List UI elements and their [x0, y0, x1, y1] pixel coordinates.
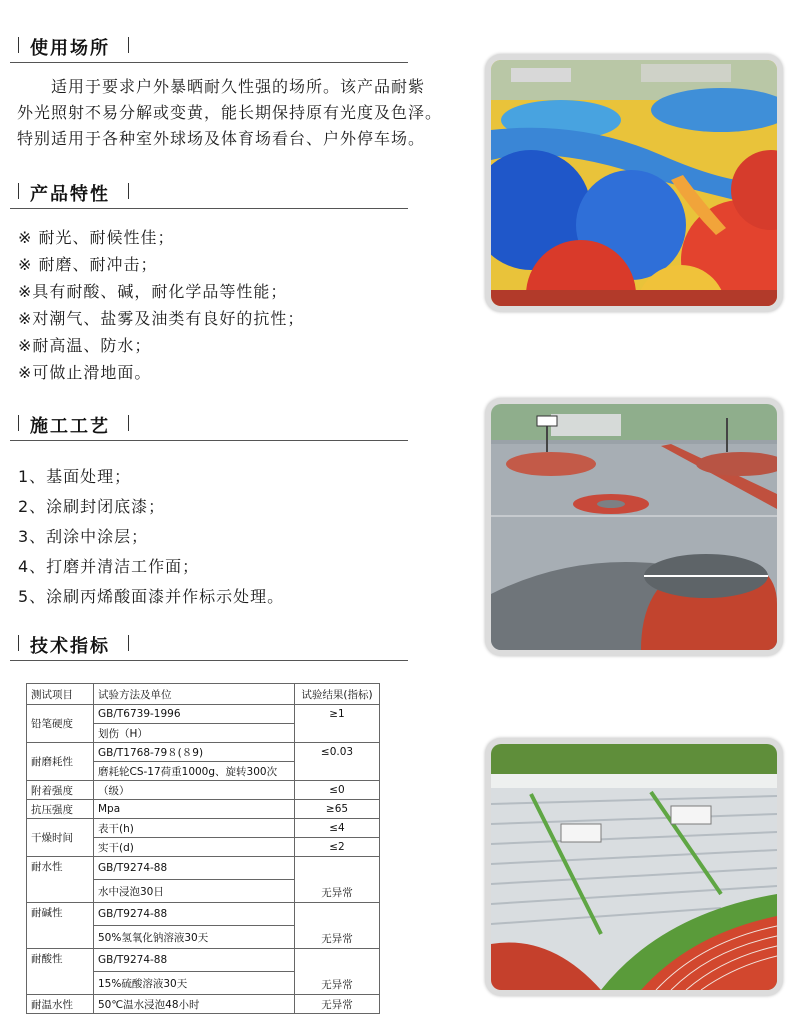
table-cell-item: 抗压强度: [27, 800, 94, 819]
table-cell-method: GB/T9274-88: [94, 857, 295, 880]
stadium-stands-photo: [485, 738, 783, 996]
table-cell-method: Mpa: [94, 800, 295, 819]
list-item: 3、刮涂中涂层；: [18, 527, 149, 546]
table-row: [27, 705, 380, 724]
basketball-court-photo: [485, 398, 783, 656]
table-cell-result: 无异常: [295, 903, 380, 949]
section-header-specs: [10, 630, 408, 661]
table-cell-item: 耐碱性: [27, 903, 94, 949]
section-header-process: [10, 410, 408, 441]
table-cell-method: GB/T9274-88: [94, 949, 295, 972]
list-item: 4、打磨并清洁工作面；: [18, 557, 200, 576]
table-row: [27, 949, 380, 972]
table-cell-result: ≤0: [295, 781, 380, 800]
table-cell-method: 50%氢氧化钠溶液30天: [94, 926, 295, 949]
table-cell-item: 耐磨耗性: [27, 743, 94, 781]
table-row: [27, 819, 380, 838]
table-row: [27, 995, 380, 1014]
section-title-specs: 技术指标: [30, 636, 110, 657]
header-bar-left: [18, 37, 19, 53]
table-cell-item: 干燥时间: [27, 819, 94, 857]
usage-line: 特别适用于各种室外球场及体育场看台、户外停车场。: [17, 129, 426, 148]
header-bar-right: [128, 37, 129, 53]
list-item: ※ 耐磨、耐冲击；: [18, 255, 158, 274]
usage-paragraph: [17, 74, 457, 152]
table-cell-method: 15%硫酸溶液30天: [94, 972, 295, 995]
table-cell-result: 无异常: [295, 949, 380, 995]
list-item: ※具有耐酸、碱，耐化学品等性能；: [18, 282, 288, 301]
table-cell-method: GB/T6739-1996: [94, 705, 295, 724]
list-item: ※耐高温、防水；: [18, 336, 152, 355]
list-item: 2、涂刷封闭底漆；: [18, 497, 166, 516]
table-cell-result: ≥65: [295, 800, 380, 819]
table-cell-method: 磨耗轮CS-17荷重1000g、旋转300次: [94, 762, 295, 781]
table-row: [27, 857, 380, 880]
header-bar-right: [128, 635, 129, 651]
table-cell-result: 无异常: [295, 995, 380, 1014]
list-item: 1、基面处理；: [18, 467, 132, 486]
table-cell-result: ≤2: [295, 838, 380, 857]
list-item: ※可做止滑地面。: [18, 363, 152, 382]
table-row: [27, 781, 380, 800]
table-cell-method: 50℃温水浸泡48小时: [94, 995, 295, 1014]
table-cell-result: ≤4: [295, 819, 380, 838]
table-row: [27, 903, 380, 926]
table-cell-item: 耐酸性: [27, 949, 94, 995]
usage-line: 外光照射不易分解或变黄，能长期保持原有光度及色泽。: [17, 103, 443, 122]
table-cell-result: ≥1: [295, 705, 380, 743]
table-row: [27, 743, 380, 762]
table-cell-method: 表干(h): [94, 819, 295, 838]
section-title-usage: 使用场所: [30, 38, 110, 59]
table-cell-result: ≤0.03: [295, 743, 380, 781]
table-cell-method: 水中浸泡30日: [94, 880, 295, 903]
header-bar-left: [18, 183, 19, 199]
table-row: [27, 800, 380, 819]
table-cell-item: 铅笔硬度: [27, 705, 94, 743]
table-cell-item: 耐温水性: [27, 995, 94, 1014]
section-header-features: [10, 178, 408, 209]
header-bar-right: [128, 415, 129, 431]
section-header-usage: [10, 32, 408, 63]
water-park-illustration: [491, 60, 777, 306]
table-header-cell: 测试项目: [27, 684, 94, 705]
section-title-features: 产品特性: [30, 184, 110, 205]
list-item: 5、涂刷丙烯酸面漆并作标示处理。: [18, 587, 285, 606]
header-bar-right: [128, 183, 129, 199]
table-cell-method: GB/T1768-79８(８9): [94, 743, 295, 762]
table-cell-item: 附着强度: [27, 781, 94, 800]
table-cell-item: 耐水性: [27, 857, 94, 903]
table-cell-method: 划伤（H）: [94, 724, 295, 743]
water-park-photo: [485, 54, 783, 312]
features-list: [18, 224, 304, 386]
table-cell-method: 实干(d): [94, 838, 295, 857]
stadium-stands-illustration: [491, 744, 777, 990]
table-header-cell: 试验结果(指标): [295, 684, 380, 705]
usage-line: 适用于要求户外暴晒耐久性强的场所。该产品耐紫: [17, 77, 426, 96]
table-cell-method: GB/T9274-88: [94, 903, 295, 926]
header-bar-left: [18, 635, 19, 651]
specs-table: [26, 683, 380, 1014]
list-item: ※对潮气、盐雾及油类有良好的抗性；: [18, 309, 305, 328]
list-item: ※ 耐光、耐候性佳；: [18, 228, 175, 247]
table-cell-result: 无异常: [295, 857, 380, 903]
table-cell-method: （级）: [94, 781, 295, 800]
table-header-row: [27, 684, 380, 705]
process-list: [18, 462, 284, 612]
basketball-court-illustration: [491, 404, 777, 650]
table-header-cell: 试验方法及单位: [94, 684, 295, 705]
section-title-process: 施工工艺: [30, 416, 110, 437]
header-bar-left: [18, 415, 19, 431]
